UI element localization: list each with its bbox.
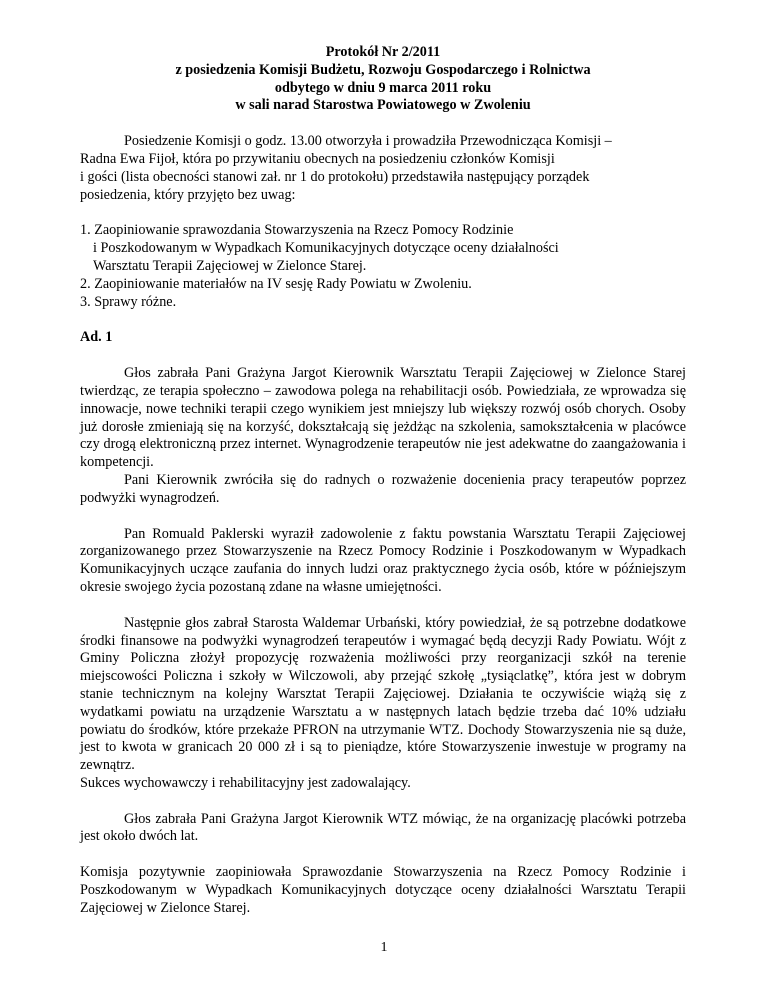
agenda-item [80, 294, 686, 312]
intro-line: i gości (lista obecności stanowi zał. nr 1 do protokołu) przedstawiła następujący porządek [80, 168, 590, 185]
paragraph: Głos zabrała Pani Grażyna Jargot Kierownik Warsztatu Terapii Zajęciowej w Zielonce Starej twierdząc, ze terapia społeczno – zawodowa polega na rehabilitacji osób. Powiedziała, ze wprowadza się innowacje, nowe techniki terapii czego wynikiem jest mniejszy lub większy rozwój osób chorych. Osoby już dorosłe zmieniają się na korzyść, dokształcają się jeżdżąc na szkolenia, samokształcenia w placówce czy drogą elektroniczną przez internet. Wynagrodzenie terapeutów nie jest adekwatne do zaangażowania i kompetencji. [80, 365, 686, 471]
paragraph: Pani Kierownik zwróciła się do radnych o rozważenie docenienia pracy terapeutów poprzez podwyżki wynagrodzeń. [80, 471, 686, 506]
agenda-line: i Poszkodowanym w Wypadkach Komunikacyjnych dotyczące oceny działalności [93, 240, 559, 257]
paragraph: Głos zabrała Pani Grażyna Jargot Kierownik WTZ mówiąc, że na organizację placówki potrzeba jest około dwóch lat. [80, 810, 686, 845]
paragraph: Następnie głos zabrał Starosta Waldemar Urbański, który powiedział, że są potrzebne dodatkowe środki finansowe na podwyżki wynagrodzeń terapeutów i wymagać będą decyzji Rady Powiatu. Wójt z Gminy Policzna złożył propozycję rozważenia możliwości przy reorganizacji szkół na terenie miejscowości Policzna i szkoły w Wilczowoli, aby przejąć szkołę „tysiąclatkę”, która jest w dobrym stanie technicznym na kolejny Warsztat Terapii Zajęciowej. Działania te oczywiście wiążą się z wydatkami powiatu na urządzenie Warsztatu a w następnych latach będzie trzeba dać 10% udziału powiatu do środków, które przekaże PFRON na utrzymanie WTZ. Dochody Stowarzyszenia nie są duże, jest to kwota w granicach 20 000 zł i są to pieniądze, które Stowarzyszenie inwestuje w programy na zewnątrz. [80, 614, 686, 774]
title-line-2: z posiedzenia Komisji Budżetu, Rozwoju Gospodarczego i Rolnictwa [175, 61, 591, 78]
section-heading: Ad. 1 [80, 329, 113, 346]
title-line-4: w sali narad Starostwa Powiatowego w Zwoleniu [235, 97, 531, 114]
title-line-3: odbytego w dniu 9 marca 2011 roku [274, 79, 492, 96]
agenda-line: Warsztatu Terapii Zajęciowej w Zielonce Starej. [93, 257, 367, 274]
title-line-1: Protokół Nr 2/2011 [325, 44, 441, 60]
document-title [80, 44, 686, 115]
agenda-item [80, 276, 686, 294]
paragraph: Komisja pozytywnie zaopiniowała Sprawozdanie Stowarzyszenia na Rzecz Pomocy Rodzinie i Poszkodowanym w Wypadkach Komunikacyjnych dotyczące oceny działalności Warsztatu Terapii Zajęciowej w Zielonce Starej. [80, 864, 686, 916]
agenda-line: 1. Zaopiniowanie sprawozdania Stowarzyszenia na Rzecz Pomocy Rodzinie [80, 222, 514, 239]
agenda-item [80, 222, 686, 275]
agenda-line: 2. Zaopiniowanie materiałów na IV sesję Rady Powiatu w Zwoleniu. [80, 275, 472, 292]
agenda-list [80, 222, 686, 311]
page-number: 1 [380, 940, 388, 955]
intro-line: posiedzenia, który przyjęto bez uwag: [80, 186, 296, 203]
agenda-line: 3. Sprawy różne. [80, 293, 177, 310]
document-page [80, 44, 686, 918]
intro-line: Posiedzenie Komisji o godz. 13.00 otworzyła i prowadziła Przewodnicząca Komisji – [124, 133, 612, 150]
paragraph: Sukces wychowawczy i rehabilitacyjny jest zadowalający. [80, 774, 411, 791]
paragraph: Pan Romuald Paklerski wyraził zadowolenie z faktu powstania Warsztatu Terapii Zajęciowej zorganizowanego przez Stowarzyszenie na Rzecz Pomocy Rodzinie i Poszkodowanym w Wypadkach Komunikacyjnych uczące zaufania do innych ludzi oraz praktycznego życia osób, które w późniejszym okresie swojego życia pozostaną zdane na własne umiejętności. [80, 525, 686, 595]
intro-paragraph [80, 133, 686, 204]
intro-line: Radna Ewa Fijoł, która po przywitaniu obecnych na posiedzeniu członków Komisji [80, 150, 555, 167]
